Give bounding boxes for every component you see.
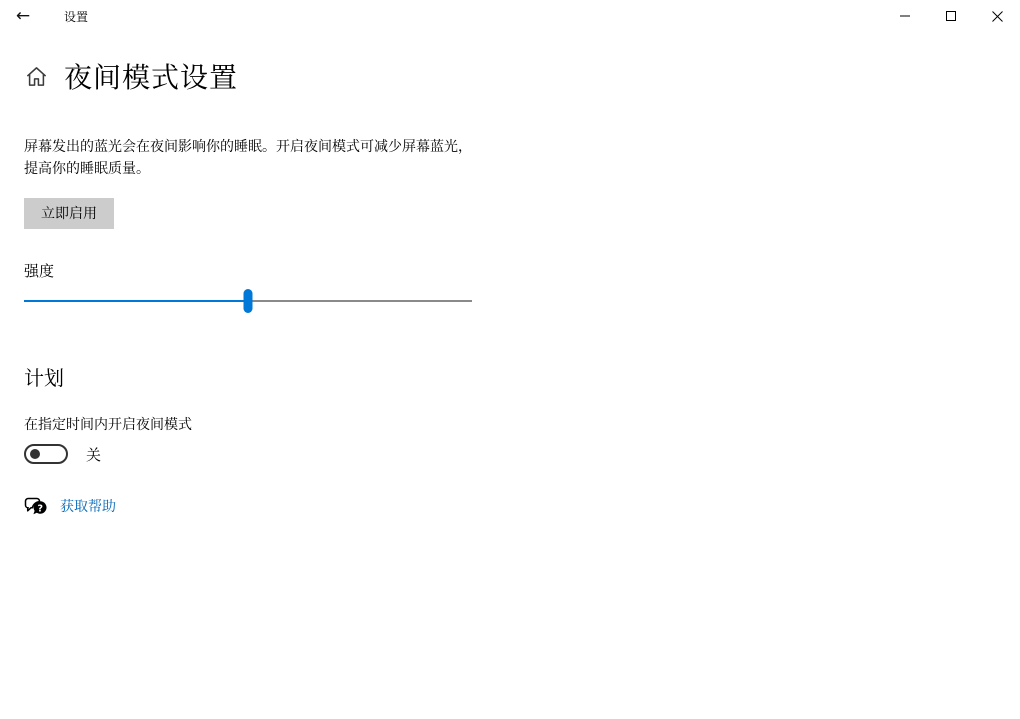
get-help-link[interactable]: 获取帮助: [60, 498, 116, 515]
strength-slider-fill: [24, 300, 248, 302]
strength-slider-thumb[interactable]: [244, 289, 253, 313]
minimize-icon: [900, 11, 910, 21]
minimize-button[interactable]: [882, 0, 928, 32]
strength-slider[interactable]: [24, 289, 472, 313]
maximize-button[interactable]: [928, 0, 974, 32]
app-title: 设置: [64, 9, 89, 24]
night-light-description: 屏幕发出的蓝光会在夜间影响你的睡眠。开启夜间模式可减少屏幕蓝光，提高你的睡眠质量。: [24, 139, 472, 178]
schedule-toggle-knob: [30, 449, 40, 459]
schedule-toggle-state: 关: [86, 445, 102, 464]
back-button[interactable]: [0, 0, 46, 32]
page-title: 夜间模式设置: [64, 61, 239, 94]
schedule-toggle-label: 在指定时间内开启夜间模式: [24, 416, 192, 433]
window-controls: [882, 0, 1020, 32]
help-row: [24, 494, 1020, 518]
close-icon: [992, 11, 1003, 22]
titlebar: [0, 0, 1020, 32]
close-button[interactable]: [974, 0, 1020, 32]
schedule-toggle[interactable]: [24, 444, 68, 464]
enable-now-button[interactable]: 立即启用: [24, 198, 114, 229]
schedule-heading: 计划: [24, 365, 64, 390]
settings-content: [0, 32, 1020, 518]
get-help-icon: [24, 494, 48, 518]
strength-label: 强度: [24, 261, 55, 280]
schedule-toggle-row: [24, 444, 1020, 465]
home-icon: [24, 64, 48, 88]
maximize-icon: [946, 11, 956, 21]
back-arrow-icon: ←: [15, 6, 31, 26]
svg-text:?: ?: [37, 503, 44, 515]
page-heading: [24, 56, 1020, 96]
